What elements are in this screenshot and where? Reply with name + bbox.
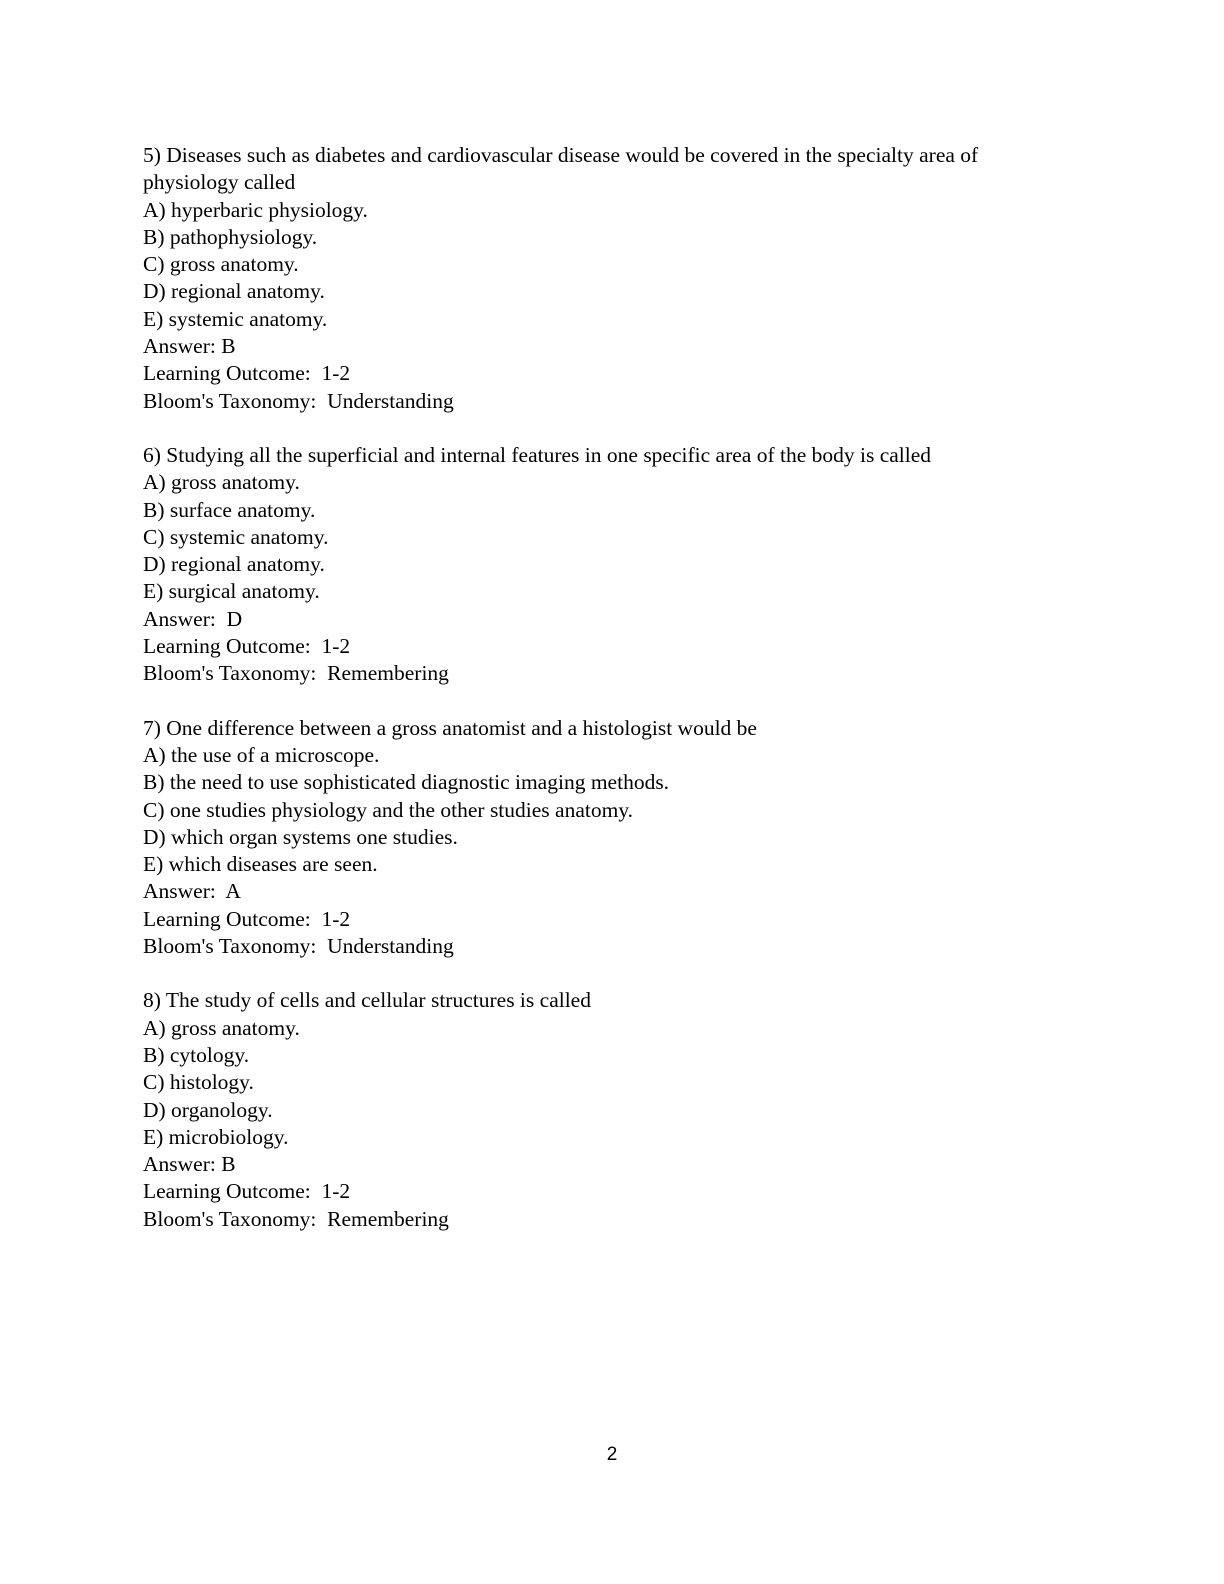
- question-5: [143, 142, 1093, 415]
- question-6: [143, 442, 1093, 688]
- answer-option-a: A) the use of a microscope.: [143, 742, 380, 767]
- answer-option-e: E) surgical anatomy.: [143, 579, 320, 604]
- answer-option-c: C) histology.: [143, 1070, 254, 1095]
- question-stem-line: physiology called: [143, 170, 296, 195]
- answer-option-d: D) organology.: [143, 1097, 273, 1122]
- answer-option-c: C) one studies physiology and the other studies anatomy.: [143, 797, 634, 822]
- answer-option-e: E) which diseases are seen.: [143, 852, 378, 877]
- answer-option-d: D) which organ systems one studies.: [143, 824, 458, 849]
- page-number: 2: [606, 1444, 618, 1465]
- question-7: [143, 715, 1093, 961]
- answer-option-a: A) gross anatomy.: [143, 1015, 300, 1040]
- blooms-taxonomy: Bloom's Taxonomy: Remembering: [143, 661, 449, 686]
- question-stem-line: 8) The study of cells and cellular structures is called: [143, 988, 591, 1013]
- answer-option-b: B) surface anatomy.: [143, 497, 316, 522]
- correct-answer: Answer: B: [143, 1152, 236, 1177]
- question-stem-line: 6) Studying all the superficial and internal features in one specific area of the body is called: [143, 442, 932, 467]
- learning-outcome: Learning Outcome: 1-2: [143, 634, 351, 659]
- answer-option-b: B) cytology.: [143, 1042, 250, 1067]
- blooms-taxonomy: Bloom's Taxonomy: Understanding: [143, 934, 454, 959]
- correct-answer: Answer: D: [143, 606, 243, 631]
- answer-option-a: A) hyperbaric physiology.: [143, 197, 368, 222]
- answer-option-d: D) regional anatomy.: [143, 279, 325, 304]
- correct-answer: Answer: A: [143, 879, 241, 904]
- learning-outcome: Learning Outcome: 1-2: [143, 1179, 351, 1204]
- question-stem-line: 7) One difference between a gross anatomist and a histologist would be: [143, 715, 757, 740]
- answer-option-e: E) systemic anatomy.: [143, 306, 328, 331]
- question-list: [143, 142, 1093, 1260]
- question-stem-line: 5) Diseases such as diabetes and cardiovascular disease would be covered in the specialty area of: [143, 143, 979, 167]
- learning-outcome: Learning Outcome: 1-2: [143, 906, 351, 931]
- correct-answer: Answer: B: [143, 334, 236, 359]
- answer-option-d: D) regional anatomy.: [143, 552, 325, 577]
- blooms-taxonomy: Bloom's Taxonomy: Understanding: [143, 388, 454, 413]
- answer-option-a: A) gross anatomy.: [143, 470, 300, 495]
- question-8: [143, 987, 1093, 1233]
- answer-option-b: B) pathophysiology.: [143, 224, 318, 249]
- answer-option-b: B) the need to use sophisticated diagnostic imaging methods.: [143, 770, 670, 795]
- answer-option-c: C) systemic anatomy.: [143, 524, 329, 549]
- answer-option-c: C) gross anatomy.: [143, 252, 299, 277]
- answer-option-e: E) microbiology.: [143, 1124, 289, 1149]
- blooms-taxonomy: Bloom's Taxonomy: Remembering: [143, 1206, 449, 1231]
- learning-outcome: Learning Outcome: 1-2: [143, 361, 351, 386]
